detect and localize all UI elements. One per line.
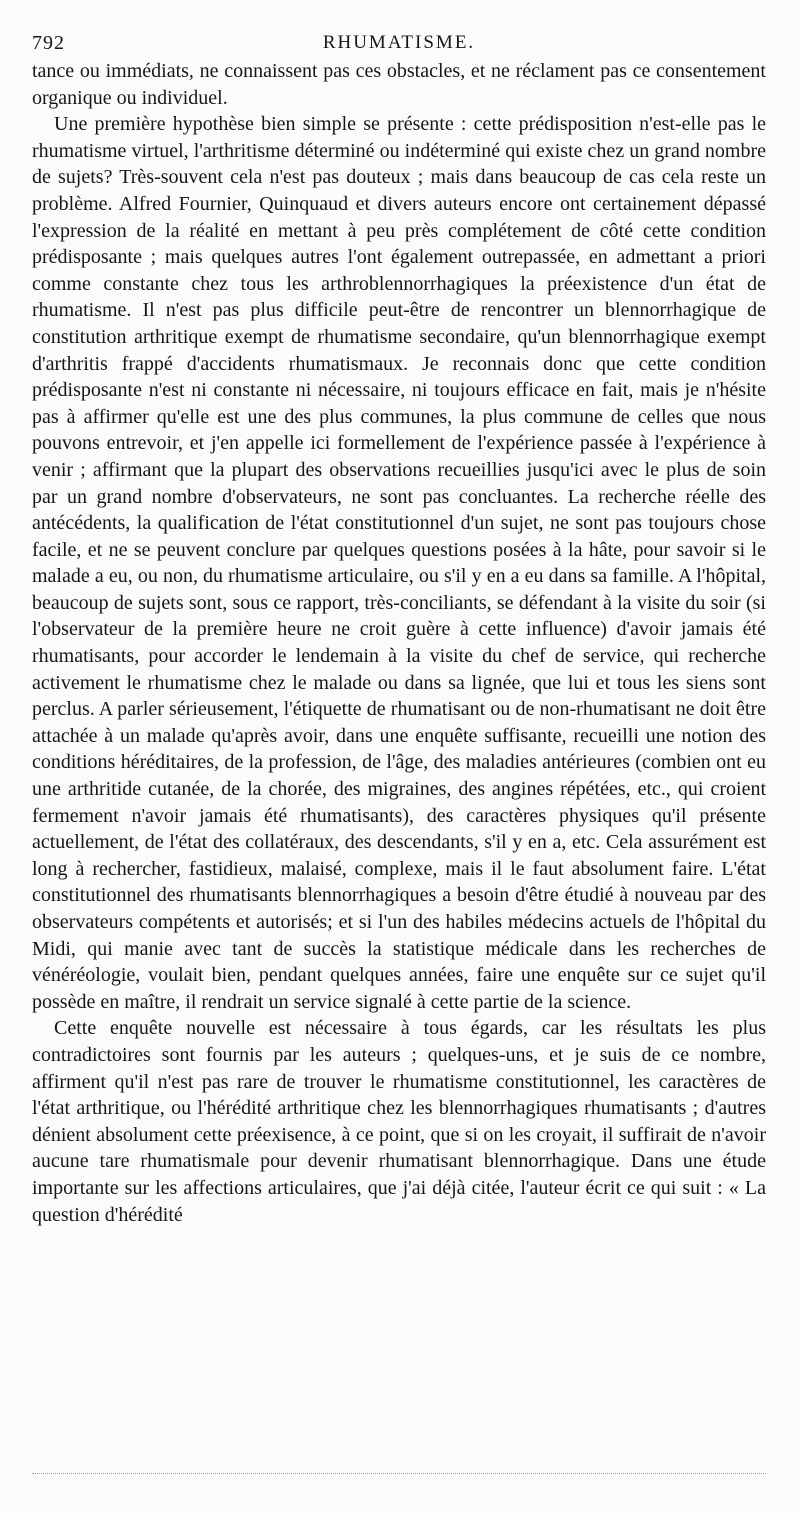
body-text xyxy=(32,58,766,1228)
running-title: RHUMATISME. xyxy=(322,32,476,53)
page-number: 792 xyxy=(32,32,65,54)
running-head xyxy=(32,28,766,58)
paragraph-enquete: Cette enquête nouvelle est nécessaire à tous égards, car les résultats les plus contradictoires sont fournis par les auteurs ; quelques-uns, et je suis de ce nombre, affirment qu'il n'est pas rare de trouver le rhumatisme constitutionnel, les caractères de l'état arthritique, ou l'hérédité arthritique chez les blennorrhagiques rhumatisants ; d'autres dénient absolument cette préexisence, à ce point, que si on les croyait, il suffirait de n'avoir aucune tare rhumatismale pour devenir rhumatisant blennorrhagique. Dans une étude importante sur les affections articulaires, que j'ai déjà citée, l'auteur écrit ce qui suit : « La question d'hérédité xyxy=(32,1017,766,1226)
paragraph-continuation: tance ou immédiats, ne connaissent pas ces obstacles, et ne réclament pas ce consentement organique ou individuel. xyxy=(32,60,766,109)
paragraph-hypothesis: Une première hypothèse bien simple se présente : cette prédisposition n'est-elle pas le rhumatisme virtuel, l'arthritisme déterminé ou indéterminé qui existe chez un grand nombre de sujets? Très-souvent cela n'est pas douteux ; mais dans beaucoup de cas cela reste un problème. Alfred Fournier, Quinquaud et divers auteurs encore ont certainement dépassé l'expression de la réalité en mettant à peu près complétement de côté cette condition prédisposante ; mais quelques autres l'ont également outrepassée, en admettant a priori comme constante chez tous les arthroblennorrhagiques la préexistence d'un état de rhumatisme. Il n'est pas plus difficile peut-être de rencontrer un blennorrhagique de constitution arthritique exempt de rhumatisme secondaire, qu'un blennorrhagique exempt d'arthritis frappé d'accidents rhumatismaux. Je reconnais donc que cette condition prédisposante n'est ni constante ni nécessaire, ni toujours efficace en fait, mais je n'hésite pas à affirmer qu'elle est une des plus communes, la plus commune de celles que nous pouvons entrevoir, et j'en appelle ici formellement de l'expérience passée à l'expérience à venir ; affirmant que la plupart des observations recueillies jusqu'ici avec le plus de soin par un grand nombre d'observateurs, ne sont pas concluantes. La recherche réelle des antécédents, la qualification de l'état constitutionnel d'un sujet, ne sont pas toujours chose facile, et ne se peuvent conclure par quelques questions posées à la hâte, pour savoir si le malade a eu, ou non, du rhumatisme articulaire, ou s'il y en a eu dans sa famille. A l'hôpital, beaucoup de sujets sont, sous ce rapport, très-conciliants, se défendant à la visite du soir (si l'observateur de la première heure ne croit guère à cette influence) d'avoir jamais été rhumatisants, pour accorder le lendemain à la visite du chef de service, qui recherche activement le rhumatisme chez le malade ou dans sa lignée, que lui et tous les siens sont perclus. A parler sérieusement, l'étiquette de rhumatisant ou de non-rhumatisant ne doit être attachée à un malade qu'après avoir, dans une enquête suffisante, recueilli une notion des conditions héréditaires, de la profession, de l'âge, des maladies antérieures (combien ont eu une arthritide cutanée, de la chorée, des migraines, des angines répétées, etc., qui croient fermement n'avoir jamais été rhumatisants), des caractères physiques qu'il présente actuellement, de l'état des collatéraux, des descendants, s'il y en a, etc. Cela assurément est long à rechercher, fastidieux, malaisé, complexe, mais il le faut absolument faire. L'état constitutionnel des rhumatisants blennorrhagiques a besoin d'être étudié à nouveau par des observateurs compétents et autorisés; et si l'un des habiles médecins actuels de l'hôpital du Midi, qui manie avec tant de succès la statistique médicale dans les recherches de vénéréologie, voulait bien, pendant quelques années, faire une enquête sur ce sujet qu'il possède en maître, il rendrait un service signalé à cette partie de la science. xyxy=(32,113,766,1013)
bottom-rule xyxy=(32,1473,766,1474)
